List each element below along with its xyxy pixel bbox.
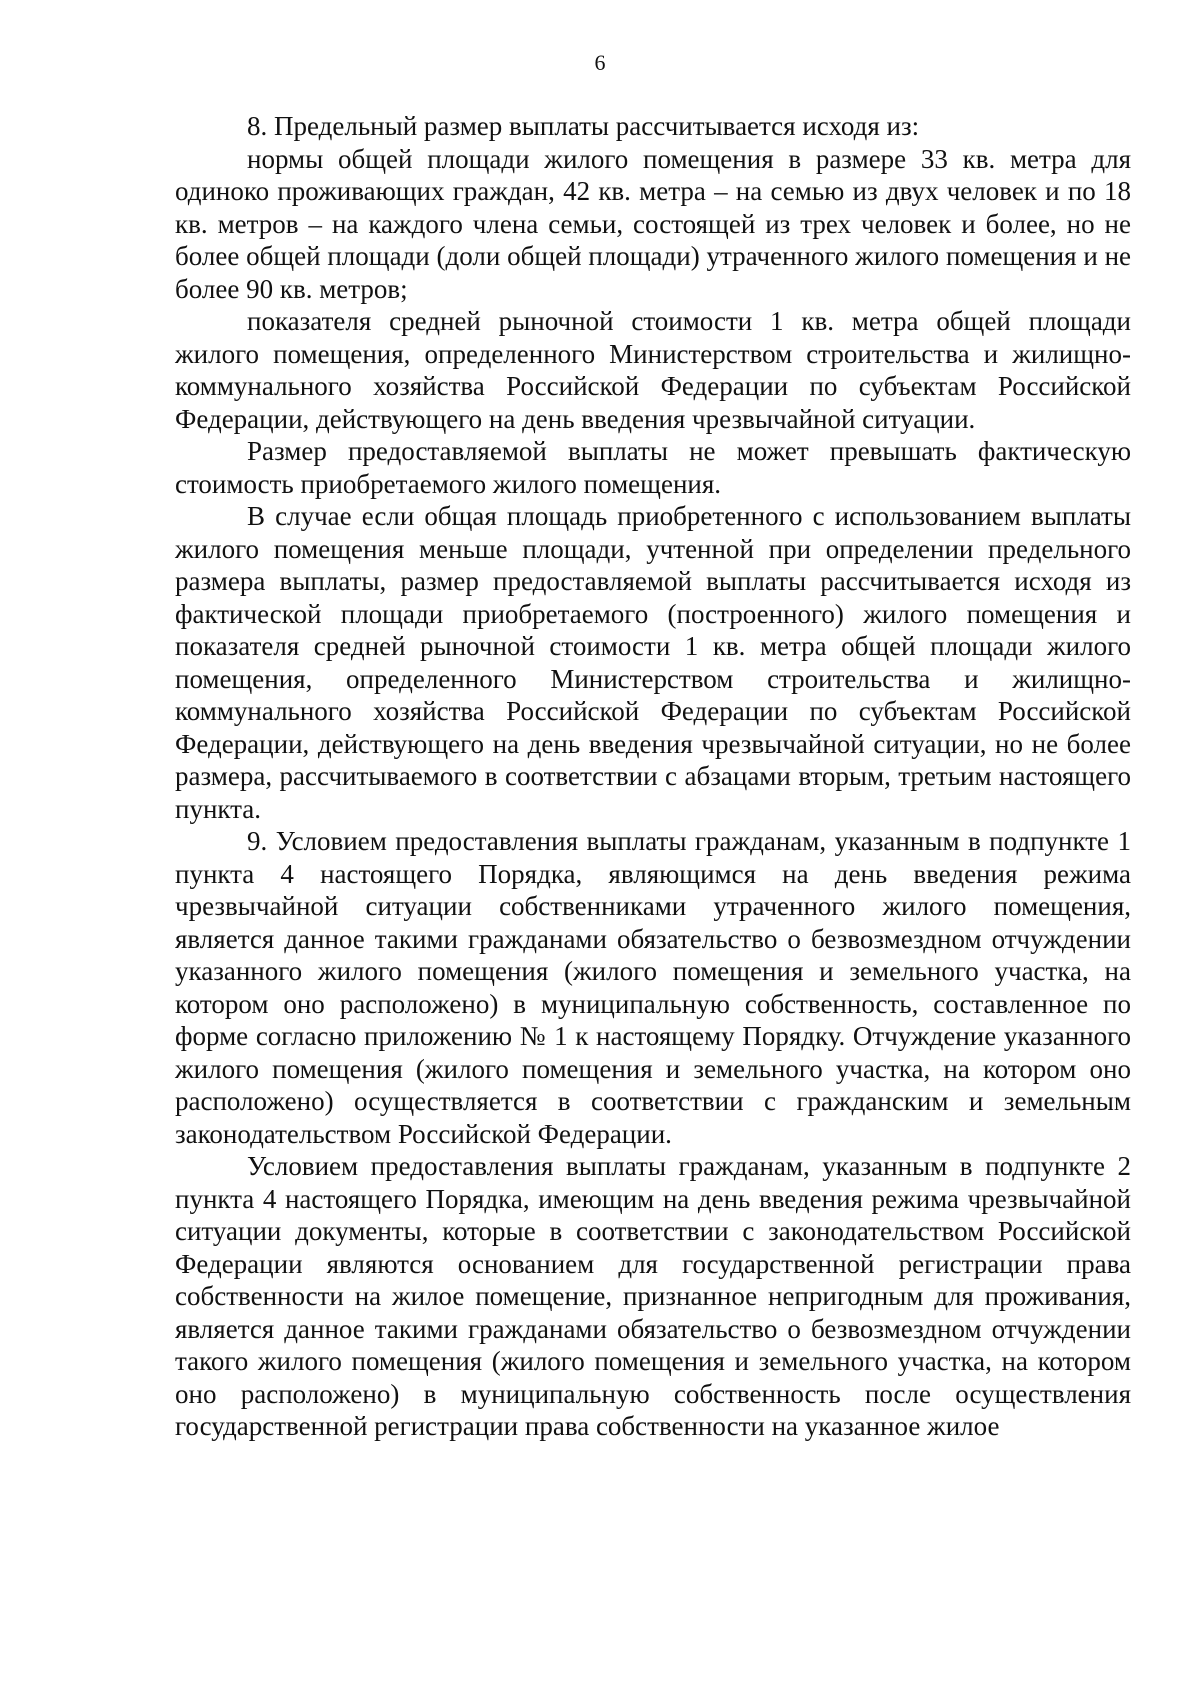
page-number: 6: [594, 50, 606, 75]
paragraph-area-norms: нормы общей площади жилого помещения в размере 33 кв. метра для одиноко проживающих граждан, 42 кв. метра – на семью из двух человек и по 18 кв. метров – на каждого члена семьи, состоящей из трех человек и более, но не более общей площади (доли общей площади) утраченного жилого помещения и не более 90 кв. метров;: [175, 143, 1131, 304]
paragraph-payment-limit: Размер предоставляемой выплаты не может превышать фактическую стоимость приобретаемого жилого помещения.: [175, 436, 1131, 499]
paragraph-market-price: показателя средней рыночной стоимости 1 кв. метра общей площади жилого помещения, определенного Министерством строительства и жилищно-коммунального хозяйства Российской Федерации по субъектам Российской Федерации, действующего на день введения чрезвычайной ситуации.: [175, 306, 1131, 434]
document-body: [175, 110, 1131, 1443]
paragraph-condition-documents: Условием предоставления выплаты гражданам, указанным в подпункте 2 пункта 4 настоящего Порядка, имеющим на день введения режима чрезвычайной ситуации документы, которые в соответствии с законодательством Российской Федерации являются основанием для государственной регистрации права собственности на жилое помещение, признанное непригодным для проживания, является данное такими гражданами обязательство о безвозмездном отчуждении такого жилого помещения (жилого помещения и земельного участка, на котором оно расположено) в муниципальную собственность после осуществления государственной регистрации права собственности на указанное жилое: [175, 1151, 1131, 1441]
paragraph-9-condition-owners: 9. Условием предоставления выплаты гражданам, указанным в подпункте 1 пункта 4 настоящего Порядка, являющимся на день введения режима чрезвычайной ситуации собственниками утраченного жилого помещения, является данное такими гражданами обязательство о безвозмездном отчуждении указанного жилого помещения (жилого помещения и земельного участка, на котором оно расположено) в муниципальную собственность, составленное по форме согласно приложению № 1 к настоящему Порядку. Отчуждение указанного жилого помещения (жилого помещения и земельного участка, на котором оно расположено) осуществляется в соответствии с гражданским и земельным законодательством Российской Федерации.: [175, 826, 1131, 1149]
paragraph-8-heading: 8. Предельный размер выплаты рассчитывается исходя из:: [247, 111, 920, 141]
paragraph-smaller-area: В случае если общая площадь приобретенного с использованием выплаты жилого помещения меньше площади, учтенной при определении предельного размера выплаты, размер предоставляемой выплаты рассчитывается исходя из фактической площади приобретаемого (построенного) жилого помещения и показателя средней рыночной стоимости 1 кв. метра общей площади жилого помещения, определенного Министерством строительства и жилищно-коммунального хозяйства Российской Федерации по субъектам Российской Федерации, действующего на день введения чрезвычайной ситуации, но не более размера, рассчитываемого в соответствии с абзацами вторым, третьим настоящего пункта.: [175, 501, 1131, 824]
